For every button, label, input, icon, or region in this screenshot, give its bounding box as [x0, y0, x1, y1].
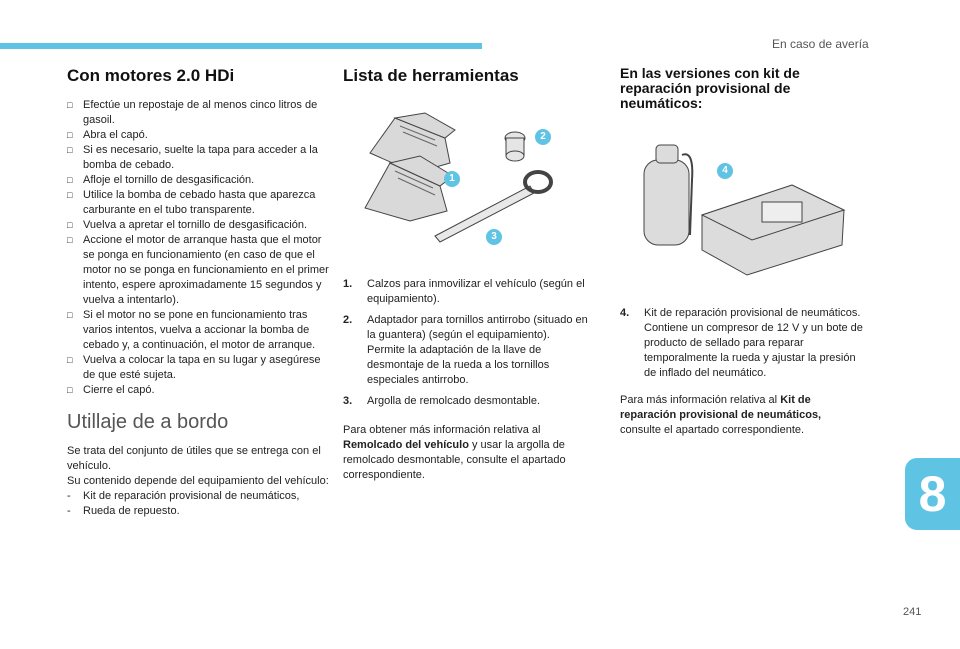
checkbox-bullet-icon: □ [67, 175, 73, 185]
page-number: 241 [903, 606, 922, 618]
step-item: □ Vuelva a colocar la tapa en su lugar y asegúrese de que esté sujeta. [67, 354, 321, 381]
step-item: □ Efectúe un repostaje de al menos cinco litros de gasoil. [67, 99, 318, 126]
repair-kit-body [620, 306, 865, 438]
checkbox-bullet-icon: □ [67, 355, 73, 365]
callout-1-badge: 1 [444, 171, 460, 187]
checkbox-bullet-icon: □ [67, 235, 73, 245]
priming-steps-list [67, 98, 329, 398]
chapter-tab: 8 [905, 458, 960, 530]
checkbox-bullet-icon: □ [67, 145, 73, 155]
column-engine [67, 66, 329, 519]
step-item: □ Accione el motor de arranque hasta que el motor se ponga en funcionamiento (en caso de que el motor no se ponga en funcionamiento en el primer intento, espere aproximadamente 15 segundos y vuelva a intentarlo). [67, 234, 329, 306]
callout-2-badge: 2 [535, 129, 551, 145]
step-item: □ Vuelva a apretar el tornillo de desgasificación. [67, 219, 308, 231]
checkbox-bullet-icon: □ [67, 100, 73, 110]
step-item: □ Utilice la bomba de cebado hasta que aparezca carburante en el tubo transparente. [67, 189, 316, 216]
step-item: □ Si el motor no se pone en funcionamiento tras varios intentos, vuelva a accionar la bomba de cebado y, a continuación, el motor de arranque. [67, 309, 316, 351]
callout-3-badge: 3 [486, 229, 502, 245]
section-label: En caso de avería [772, 37, 869, 51]
checkbox-bullet-icon: □ [67, 310, 73, 320]
checkbox-bullet-icon: □ [67, 385, 73, 395]
engine-title: Con motores 2.0 HDi [67, 66, 235, 85]
checkbox-bullet-icon: □ [67, 190, 73, 200]
list-item: - Rueda de repuesto. [67, 505, 180, 517]
list-item: 1. Calzos para inmovilizar el vehículo (según el equipamiento). [343, 278, 585, 305]
column-repair-kit [620, 66, 860, 111]
list-item: - Kit de reparación provisional de neumáticos, [67, 490, 300, 502]
checkbox-bullet-icon: □ [67, 130, 73, 140]
tools-illustration [355, 108, 565, 248]
list-item: 2. Adaptador para tornillos antirrobo (situado en la guantera) (según el equipamiento). Permite la adaptación de la llave de desmontaje de la rueda a los tornillos especiales antirrobo. [343, 314, 588, 386]
tool-list-body [343, 277, 593, 483]
step-item: □ Cierre el capó. [67, 384, 155, 396]
repair-kit-title: En las versiones con kit de reparación provisional de neumáticos: [620, 65, 800, 111]
onboard-tools-title: Utillaje de a bordo [67, 411, 229, 433]
repair-kit-note: Para más información relativa al Kit de reparación provisional de neumáticos, consulte el apartado correspondiente. [620, 394, 822, 436]
step-item: □ Afloje el tornillo de desgasificación. [67, 174, 255, 186]
step-item: □ Abra el capó. [67, 129, 148, 141]
callout-4-badge: 4 [717, 163, 733, 179]
column-tool-list [343, 66, 593, 86]
list-item: 3. Argolla de remolcado desmontable. [343, 395, 541, 407]
towing-note: Para obtener más información relativa al Remolcado del vehículo y usar la argolla de remolcado desmontable, consulte el apartado correspondiente. [343, 424, 566, 481]
tool-list-title: Lista de herramientas [343, 66, 519, 85]
onboard-tools-intro: Se trata del conjunto de útiles que se entrega con el vehículo. [67, 445, 321, 472]
step-item: □ Si es necesario, suelte la tapa para acceder a la bomba de cebado. [67, 144, 318, 171]
list-item: 4. Kit de reparación provisional de neumáticos. Contiene un compresor de 12 V y un bote de producto de sellado para reparar temporalmente la rueda y ajustar la presión de inflado del neumático. [620, 307, 863, 379]
checkbox-bullet-icon: □ [67, 220, 73, 230]
header-accent-bar [0, 43, 482, 49]
onboard-tools-content: Su contenido depende del equipamiento del vehículo: [67, 475, 329, 487]
repair-kit-illustration [632, 140, 852, 280]
